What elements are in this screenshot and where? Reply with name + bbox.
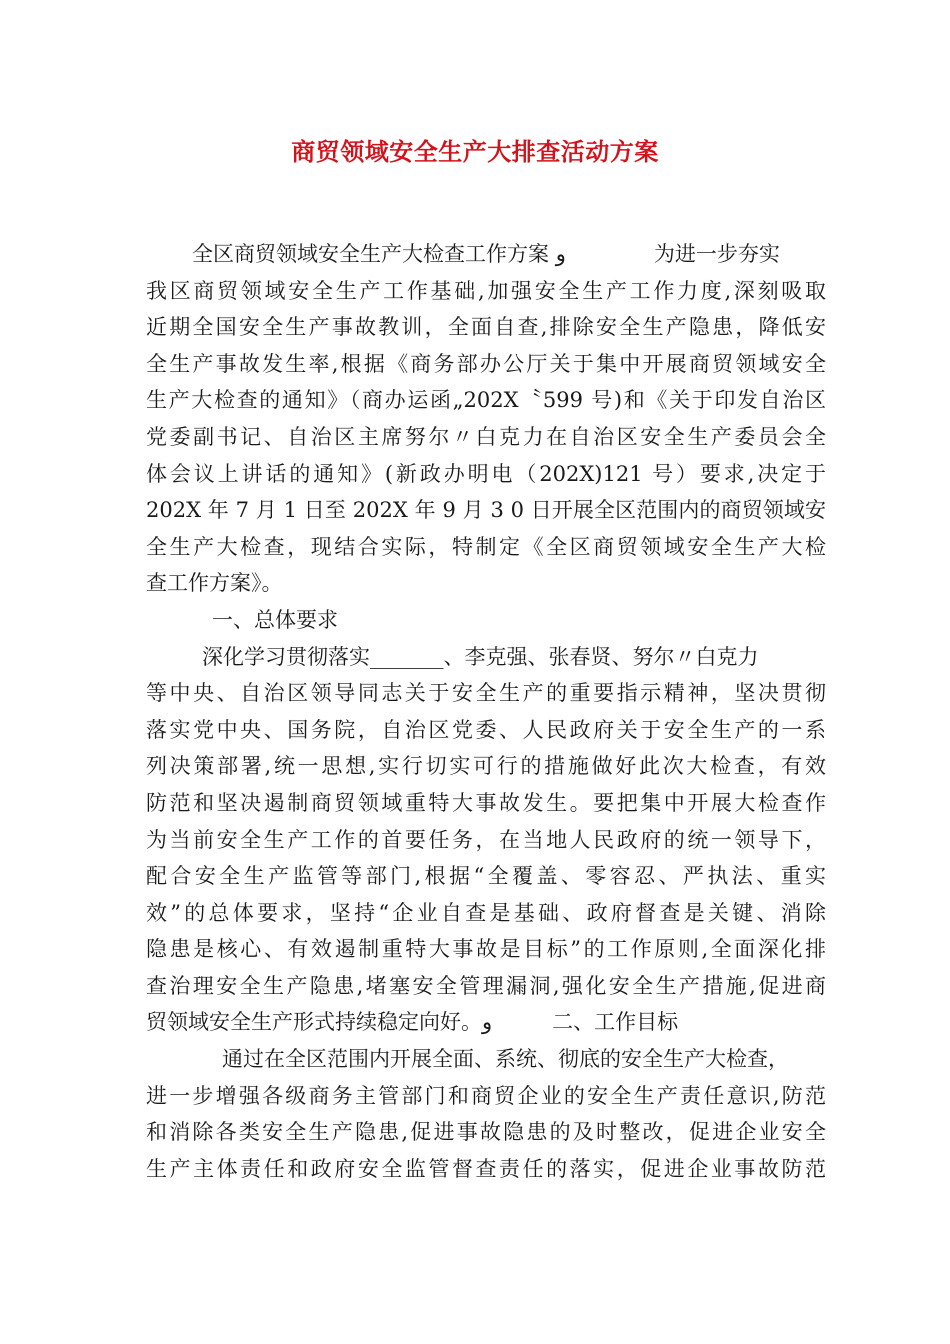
text-line: 配合安全生产监管等部门,根据“全覆盖、零容忍、严执法、重实	[146, 864, 826, 889]
text-line: 我区商贸领域安全生产工作基础,加强安全生产工作力度,深刻吸取	[146, 278, 826, 303]
text-line: 等中央、自治区领导同志关于安全生产的重要指示精神，坚决贯彻	[146, 681, 826, 706]
text-line: 查治理安全生产隐患,堵塞安全管理漏洞,强化安全生产措施,促进商	[146, 973, 826, 998]
text-line	[146, 1004, 826, 1041]
text-line: 通过在全区范围内开展全面、系统、彻底的安全生产大检查，	[222, 1047, 789, 1072]
line-text: 贸领域安全生产形式持续稳定向好。ﻭ	[146, 1010, 493, 1035]
text-line: 进一步增强各级商务主管部门和商贸企业的安全生产责任意识,防范	[146, 1083, 826, 1108]
text-line: 和消除各类安全生产隐患,促进事故隐患的及时整改，促进企业安全	[146, 1120, 826, 1145]
text-line	[146, 236, 826, 273]
text-line: 查工作方案》。	[146, 571, 283, 596]
text-line: 效”的总体要求，坚持“企业自查是基础、政府督查是关键、消除	[146, 900, 826, 925]
line-text: 全区商贸领域安全生产大检查工作方案 ﻭ	[192, 242, 566, 266]
text-line: 落实党中央、国务院，自治区党委、人民政府关于安全生产的一系	[146, 717, 826, 742]
text-line: 近期全国安全生产事故教训，全面自查,排除安全生产隐患，降低安	[146, 315, 826, 340]
text-line: 体会议上讲话的通知》(新政办明电（202X)121 号）要求,决定于	[146, 461, 826, 486]
text-line: 生产主体责任和政府安全监管督查责任的落实，促进企业事故防范	[146, 1156, 826, 1181]
section-heading: 一、总体要求	[212, 607, 338, 632]
section-heading: 二、工作目标	[552, 1010, 679, 1035]
text-line: 防范和坚决遏制商贸领域重特大事故发生。要把集中开展大检查作	[146, 790, 826, 815]
text-line: 党委副书记、自治区主席努尔〃白克力在自治区安全生产委员会全	[146, 424, 826, 449]
text-line: 深化学习贯彻落实_______、李克强、张春贤、努尔〃白克力	[202, 644, 759, 669]
text-line: 为当前安全生产工作的首要任务，在当地人民政府的统一领导下，	[146, 827, 826, 852]
text-line: 202X 年 7 月 1 日至 202X 年 9 月 3 0 日开展全区范围内的商贸领域安	[146, 498, 826, 523]
text-line: 全生产事故发生率,根据《商务部办公厅关于集中开展商贸领域安全	[146, 351, 826, 376]
document-title: 商贸领域安全生产大排查活动方案	[291, 138, 659, 166]
text-line: 隐患是核心、有效遏制重特大事故是目标”的工作原则,全面深化排	[146, 937, 826, 962]
line-text-tail: 为进一步夯实	[653, 242, 780, 266]
text-line: 生产大检查的通知》（商办运函„202X〝599 号)和《关于印发自治区	[146, 388, 826, 413]
text-line: 全生产大检查，现结合实际，特制定《全区商贸领域安全生产大检	[146, 534, 826, 559]
document-body	[146, 236, 826, 1187]
text-line: 列决策部署,统一思想,实行切实可行的措施做好此次大检查，有效	[146, 754, 826, 779]
